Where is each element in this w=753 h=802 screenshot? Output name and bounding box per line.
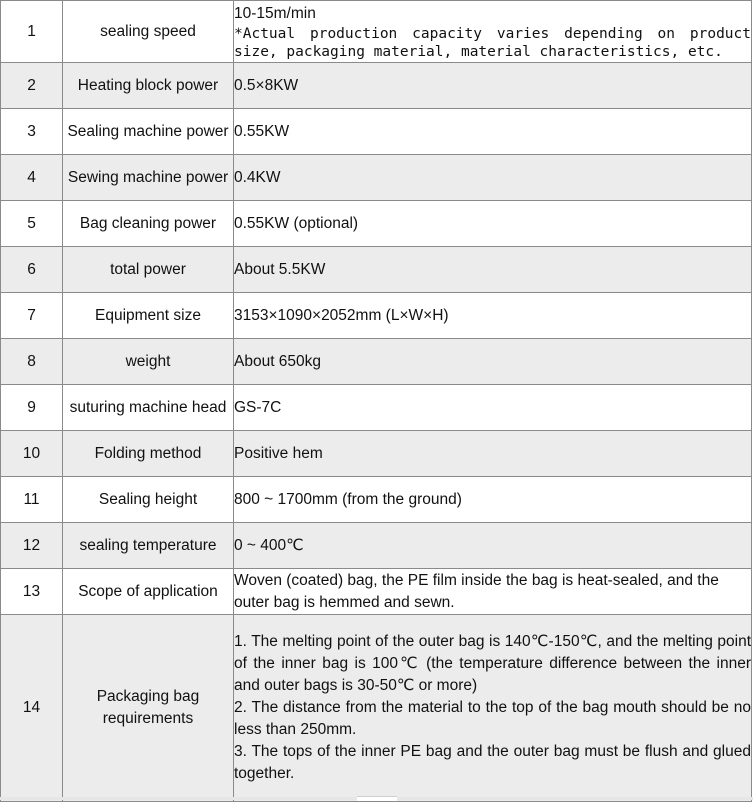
parameter-name: weight (63, 339, 234, 385)
parameter-name: Sealing height (63, 477, 234, 523)
row-number: 8 (1, 339, 63, 385)
row-number: 3 (1, 109, 63, 155)
parameter-value: 0.5×8KW (234, 63, 752, 109)
value-line: 10-15m/min (234, 5, 316, 22)
table-row (1, 155, 752, 201)
row-number: 4 (1, 155, 63, 201)
row-number: 13 (1, 569, 63, 615)
parameter-name: Folding method (63, 431, 234, 477)
parameter-value: 0.4KW (234, 155, 752, 201)
parameter-name: Sealing machine power (63, 109, 234, 155)
parameter-value: About 650kg (234, 339, 752, 385)
value-line: 3. The tops of the inner PE bag and the outer bag must be flush and glued together. (234, 743, 751, 782)
parameter-name: Heating block power (63, 63, 234, 109)
table-row (1, 477, 752, 523)
row-number: 7 (1, 293, 63, 339)
parameter-name: Packaging bag requirements (63, 615, 234, 802)
table-row (1, 431, 752, 477)
value-line: 2. The distance from the material to the top of the bag mouth should be no less than 250mm. (234, 699, 751, 738)
parameter-name: Sewing machine power (63, 155, 234, 201)
row-number: 11 (1, 477, 63, 523)
row-number: 9 (1, 385, 63, 431)
parameter-value (234, 615, 752, 802)
parameter-value: 0.55KW (234, 109, 752, 155)
table-row (1, 385, 752, 431)
parameter-name: Scope of application (63, 569, 234, 615)
table-row (1, 569, 752, 615)
row-number: 6 (1, 247, 63, 293)
row-number: 12 (1, 523, 63, 569)
table-row (1, 247, 752, 293)
parameter-value (234, 1, 752, 63)
value-note: *Actual production capacity varies depending on product size, packaging material, material characteristics, etc. (234, 26, 751, 60)
table-row (1, 1, 752, 63)
table-row (1, 293, 752, 339)
table-row (1, 201, 752, 247)
table-row (1, 63, 752, 109)
parameter-name: total power (63, 247, 234, 293)
row-number: 5 (1, 201, 63, 247)
table-row (1, 109, 752, 155)
parameter-value: 0 ~ 400℃ (234, 523, 752, 569)
parameter-value: 800 ~ 1700mm (from the ground) (234, 477, 752, 523)
parameter-value: About 5.5KW (234, 247, 752, 293)
parameter-name: sealing speed (63, 1, 234, 63)
table-row (1, 339, 752, 385)
scroll-indicator (357, 796, 397, 801)
table-row (1, 523, 752, 569)
parameter-value: Positive hem (234, 431, 752, 477)
row-number: 10 (1, 431, 63, 477)
parameter-value: 3153×1090×2052mm (L×W×H) (234, 293, 752, 339)
row-number: 14 (1, 615, 63, 802)
row-number: 1 (1, 1, 63, 63)
value-line: 1. The melting point of the outer bag is 140℃-150℃, and the melting point of the inner bag is 100℃ (the temperature difference between the inner and outer bags is 30-50℃ or more) (234, 633, 751, 694)
table-row (1, 615, 752, 802)
parameter-value: Woven (coated) bag, the PE film inside the bag is heat-sealed, and the outer bag is hemmed and sewn. (234, 569, 752, 615)
parameter-name: sealing temperature (63, 523, 234, 569)
parameter-name: suturing machine head (63, 385, 234, 431)
row-number: 2 (1, 63, 63, 109)
parameter-value: 0.55KW (optional) (234, 201, 752, 247)
parameter-value: GS-7C (234, 385, 752, 431)
parameter-name: Equipment size (63, 293, 234, 339)
parameter-name: Bag cleaning power (63, 201, 234, 247)
